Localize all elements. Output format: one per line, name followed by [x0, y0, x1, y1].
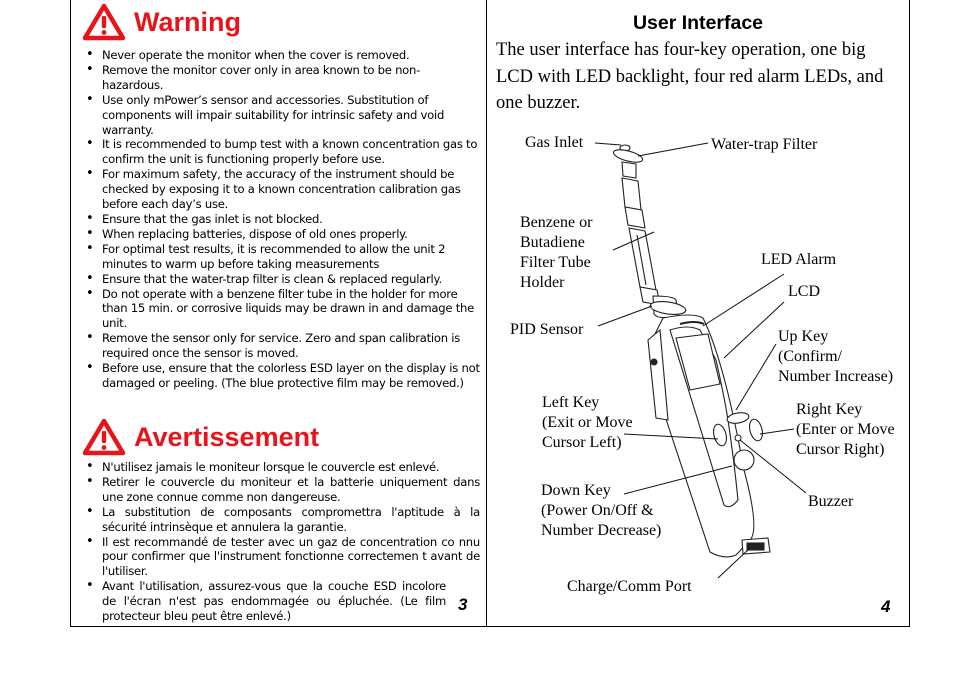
- list-item: • Never operate the monitor when the cover is removed.: [82, 48, 480, 63]
- list-item: • Use only mPower’s sensor and accessories. Substitution of components will impair suitability for intrinsic safety and void warranty.: [82, 93, 480, 138]
- warning-triangle-icon: [82, 418, 126, 456]
- avertissement-list: [82, 460, 480, 624]
- list-item: • For maximum safety, the accuracy of the instrument should be checked by exposing it to a known concentration calibration gas before each day’s use.: [82, 167, 480, 212]
- label-led-alarm: LED Alarm: [761, 251, 837, 268]
- list-item: • Avant l'utilisation, assurez-vous que la couche ESD incolore de l'écran n'est pas endommagée ou épluchée. (Le film protecteur bleu peut être enlevé.): [82, 579, 480, 624]
- label-water-trap-filter: Water-trap Filter: [711, 136, 818, 153]
- page-divider: [486, 0, 487, 627]
- label-left-key: Left Key (Exit or Move Cursor Left): [542, 394, 633, 451]
- left-page: [72, 0, 484, 627]
- warning-list: [82, 48, 480, 391]
- label-lcd: LCD: [788, 283, 820, 300]
- list-item: • N'utilisez jamais le moniteur lorsque le couvercle est enlevé.: [82, 460, 480, 475]
- list-item: • Remove the sensor only for service. Zero and span calibration is required once the sensor is moved.: [82, 331, 480, 361]
- warning-title: Warning: [134, 6, 241, 37]
- list-item: • Do not operate with a benzene filter tube in the holder for more than 15 min. or corrosive liquids may be drawn in and damage the unit.: [82, 287, 480, 332]
- avertissement-heading: [82, 418, 319, 456]
- list-item: • Before use, ensure that the colorless ESD layer on the display is not damaged or peeling. (The blue protective film may be removed.): [82, 361, 480, 391]
- warning-triangle-icon: [82, 3, 126, 41]
- list-item: • Remove the monitor cover only in area known to be non-hazardous.: [82, 63, 480, 93]
- list-item: • Ensure that the gas inlet is not blocked.: [82, 212, 480, 227]
- page-number: 4: [881, 597, 891, 616]
- list-item: • For optimal test results, it is recommended to allow the unit 2 minutes to warm up before taking measurements: [82, 242, 480, 272]
- label-down-key: Down Key (Power On/Off & Number Decrease): [541, 482, 662, 539]
- label-charge-port: Charge/Comm Port: [567, 578, 692, 595]
- list-item: • La substitution de composants compromettra l'aptitude à la sécurité intrinsèque et annulera la garantie.: [82, 505, 480, 535]
- label-pid-sensor: PID Sensor: [510, 321, 584, 338]
- list-item: • Il est recommandé de tester avec un gaz de concentration co nnu pour confirmer que l'instrument fonctionne correctemen t avant de l'utiliser.: [82, 535, 480, 580]
- label-gas-inlet: Gas Inlet: [525, 134, 584, 151]
- section-title: User Interface: [632, 12, 764, 34]
- label-right-key: Right Key (Enter or Move Cursor Right): [796, 401, 895, 458]
- label-buzzer: Buzzer: [808, 493, 854, 510]
- avertissement-title: Avertissement: [134, 421, 320, 452]
- right-page: [488, 0, 908, 627]
- label-up-key: Up Key (Confirm/ Number Increase): [778, 328, 894, 385]
- description: The user interface has four-key operation, one big LCD with LED backlight, four red alarm LEDs, and one buzzer.: [496, 40, 884, 113]
- label-filter-tube-holder: Benzene or Butadiene Filter Tube Holder: [520, 214, 593, 291]
- list-item: • Retirer le couvercle du moniteur et la batterie uniquement dans une zone connue comme non dangereuse.: [82, 475, 480, 505]
- list-item: • Ensure that the water-trap filter is clean & replaced regularly.: [82, 272, 480, 287]
- list-item: • When replacing batteries, dispose of old ones properly.: [82, 227, 480, 242]
- warning-heading: [82, 3, 241, 41]
- list-item: • It is recommended to bump test with a known concentration gas to confirm the unit is functioning properly before use.: [82, 137, 480, 167]
- page-number: 3: [458, 595, 468, 614]
